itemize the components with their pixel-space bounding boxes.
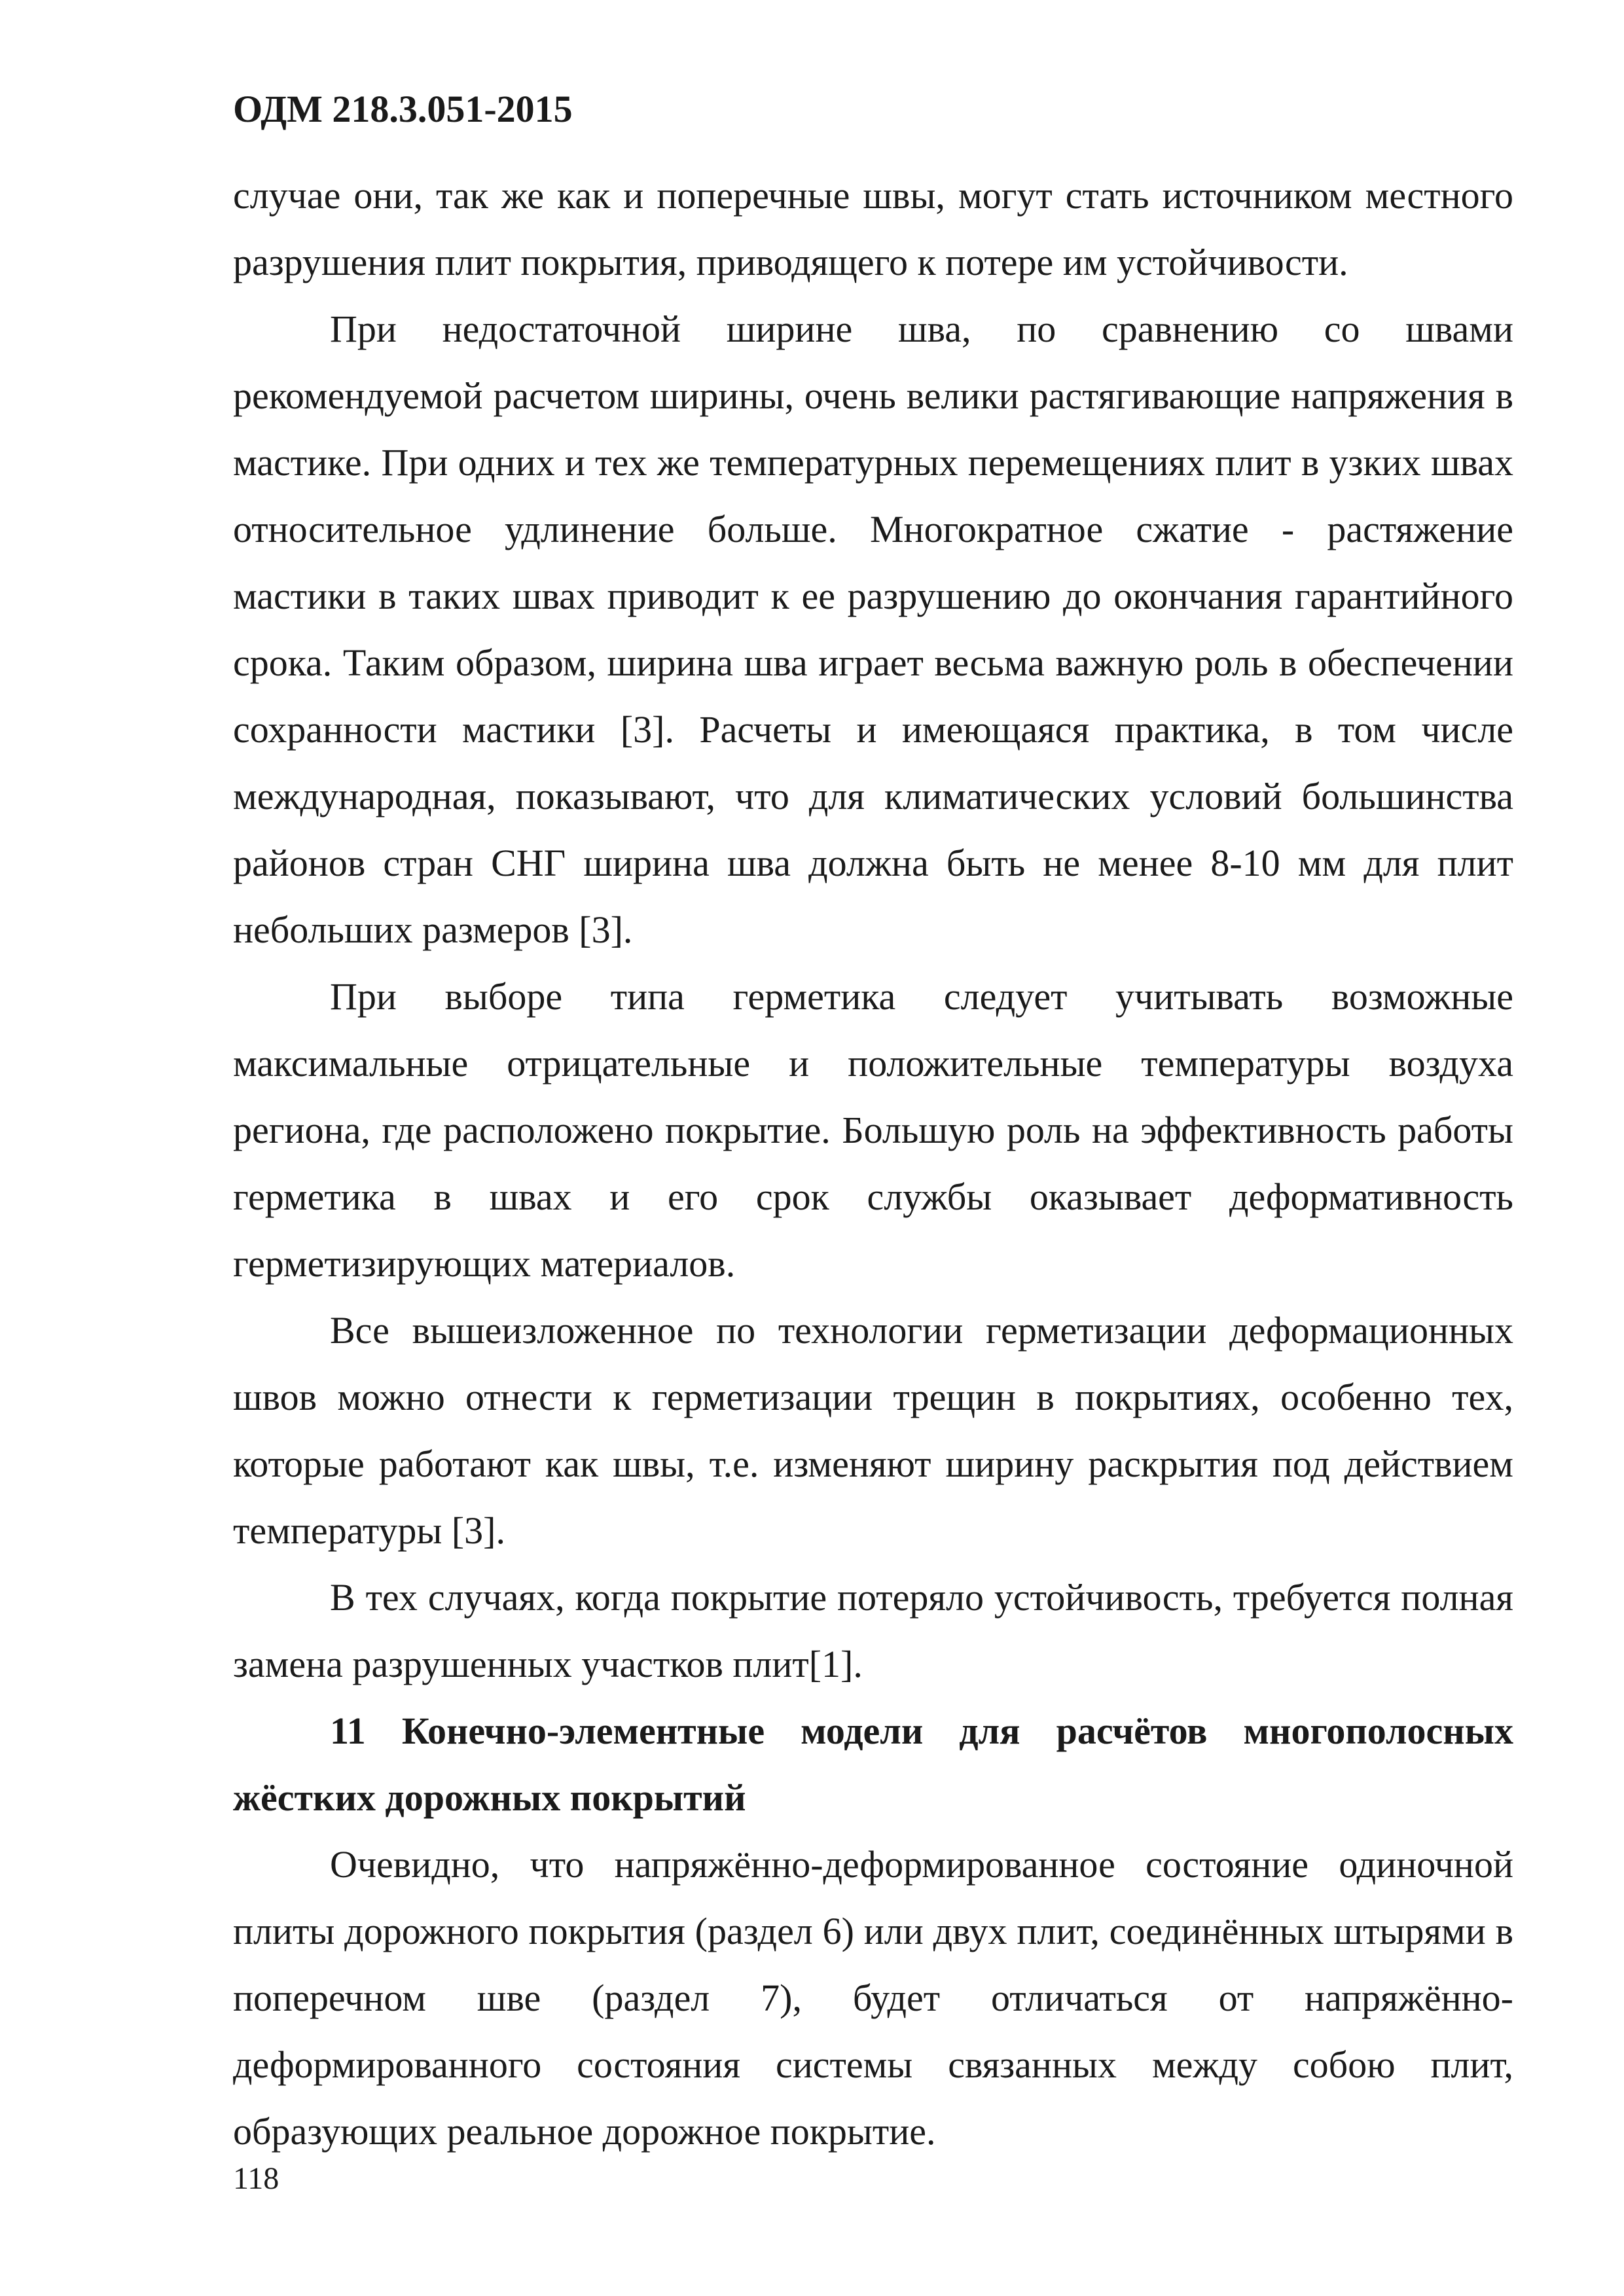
paragraph-crack-sealing: Все вышеизложенное по технологии герметизации деформационных швов можно отнести к герметизации трещин в покрытиях, особенно тех, которые работают как швы, т.е. изменяют ширину раскрытия под действием температуры [3].: [233, 1309, 1513, 1552]
document-body: [233, 162, 1513, 2165]
page-number: 118: [233, 2161, 280, 2196]
paragraph-section-intro: Очевидно, что напряжённо-деформированное состояние одиночной плиты дорожного покрытия (раздел 6) или двух плит, соединённых штырями в поперечном шве (раздел 7), будет отличаться от напряжённо-деформированного состояния системы связанных между собою плит, образующих реальное дорожное покрытие.: [233, 1843, 1513, 2153]
paragraph-continuation: случае они, так же как и поперечные швы, могут стать источником местного разрушения плит покрытия, приводящего к потере им устойчивости.: [233, 174, 1513, 283]
document-code-header: ОДМ 218.3.051-2015: [233, 88, 573, 130]
paragraph-joint-width: При недостаточной ширине шва, по сравнению со швами рекомендуемой расчетом ширины, очень велики растягивающие напряжения в мастике. При одних и тех же температурных перемещениях плит в узких швах относительное удлинение больше. Многократное сжатие - растяжение мастики в таких швах приводит к ее разрушению до окончания гарантийного срока. Таким образом, ширина шва играет весьма важную роль в обеспечении сохранности мастики [3]. Расчеты и имеющаяся практика, в том числе международная, показывают, что для климатических условий большинства районов стран СНГ ширина шва должна быть не менее 8-10 мм для плит небольших размеров [3].: [233, 308, 1513, 951]
paragraph-slab-replacement: В тех случаях, когда покрытие потеряло устойчивость, требуется полная замена разрушенных участков плит[1].: [233, 1576, 1513, 1685]
section-heading: 11 Конечно-элементные модели для расчётов многополосных жёстких дорожных покрытий: [233, 1710, 1513, 1819]
paragraph-sealant-selection: При выборе типа герметика следует учитывать возможные максимальные отрицательные и положительные температуры воздуха региона, где расположено покрытие. Большую роль на эффективность работы герметика в швах и его срок службы оказывает деформативность герметизирующих материалов.: [233, 975, 1513, 1285]
